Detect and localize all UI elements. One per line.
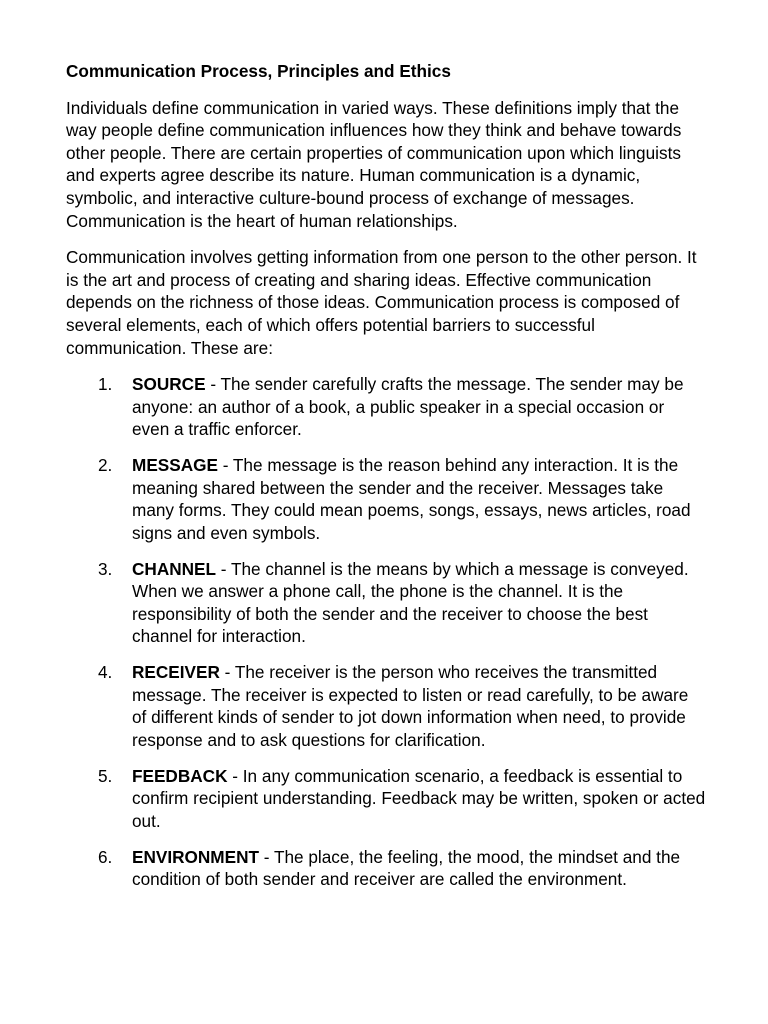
list-item-receiver <box>66 661 706 751</box>
element-description: - The sender carefully crafts the message. The sender may be anyone: an author of a book, a public speaker in a special occasion or even a traffic enforcer. <box>132 374 684 440</box>
element-description: - The receiver is the person who receives the transmitted message. The receiver is expected to listen or read carefully, to be aware of different kinds of sender to jot down information when need, to provide response and to ask questions for clarification. <box>132 662 689 750</box>
list-number: 2. <box>98 455 113 476</box>
list-number: 5. <box>98 765 113 786</box>
element-term: SOURCE <box>132 374 206 395</box>
list-number: 1. <box>98 374 113 395</box>
list-number: 6. <box>98 846 113 867</box>
element-description: - The message is the reason behind any interaction. It is the meaning shared between the sender and the receiver. Messages take many forms. They could mean poems, songs, essays, news articles, road signs and even symbols. <box>132 455 691 543</box>
process-paragraph: Communication involves getting information from one person to the other person. It is the art and process of creating and sharing ideas. Effective communication depends on the richness of those ideas. Communication process is composed of several elements, each of which offers potential barriers to successful communication. These are: <box>66 247 697 358</box>
intro-paragraph: Individuals define communication in varied ways. These definitions imply that the way people define communication influences how they think and behave towards other people. There are certain properties of communication upon which linguists and experts agree describe its nature. Human communication is a dynamic, symbolic, and interactive culture-bound process of exchange of messages. Communication is the heart of human relationships. <box>66 97 682 231</box>
list-item-environment <box>66 846 706 891</box>
elements-list <box>66 373 706 891</box>
element-term: FEEDBACK <box>132 765 228 786</box>
element-term: ENVIRONMENT <box>132 846 260 867</box>
element-term: CHANNEL <box>132 558 217 579</box>
list-number: 3. <box>98 558 113 579</box>
element-description: - The place, the feeling, the mood, the mindset and the condition of both sender and receiver are called the environment. <box>132 846 681 890</box>
list-item-source <box>66 373 706 441</box>
list-item-message <box>66 454 706 544</box>
element-description: - In any communication scenario, a feedback is essential to confirm recipient understanding. Feedback may be written, spoken or acted out. <box>132 765 706 831</box>
element-term: MESSAGE <box>132 455 218 476</box>
list-item-channel <box>66 558 706 648</box>
list-item-feedback <box>66 765 706 833</box>
document-page <box>66 60 706 904</box>
element-description: - The channel is the means by which a message is conveyed. When we answer a phone call, the phone is the channel. It is the responsibility of both the sender and the receiver to choose the best channel for interaction. <box>132 558 689 647</box>
document-title: Communication Process, Principles and Ethics <box>66 61 451 81</box>
element-term: RECEIVER <box>132 662 220 683</box>
list-number: 4. <box>98 662 113 683</box>
